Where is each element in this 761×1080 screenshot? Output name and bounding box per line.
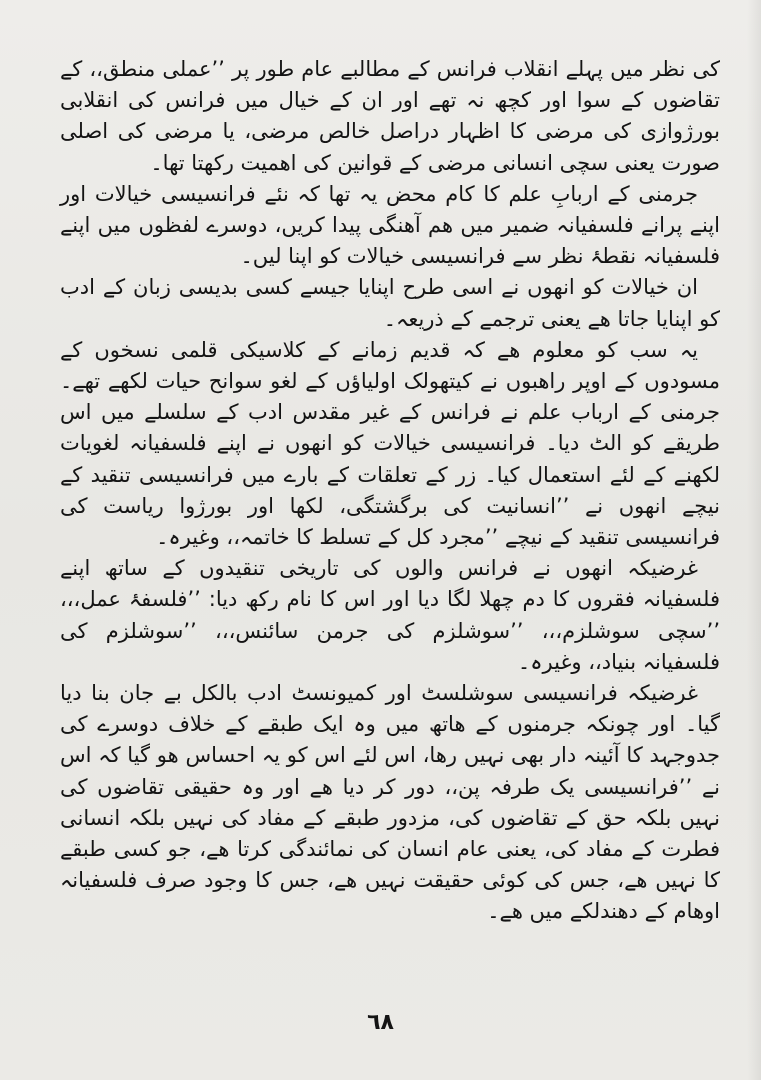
page-number: ٦٨ <box>367 1010 394 1035</box>
page-edge-shadow <box>747 0 761 1080</box>
paragraph-4: یہ سب کو معلوم ھے کہ قدیم زمانے کے کلاسیکی قلمی نسخوں کے مسودوں کے اوپر راھبوں نے کیتھولک اولیاؤں کے لغو سوانح حیات لکھے تھے۔ جرمنی کے ارباب علم نے فرانس کے غیر مقدس ادب کے سلسلے میں اس طریقے کو الٹ دیا۔ فرانسیسی خیالات کو انھوں نے اپنے فلسفیانہ لغویات لکھنے کے لئے استعمال کیا۔ زر کے تعلقات کے بارے میں فرانسیسی تنقید کے نیچے انھوں نے ’’انسانیت کی برگشتگی، لکھا اور بورژوا ریاست کی فرانسیسی تنقید کے نیچے ’’مجرد کل کے تسلط کا خاتمہ،، وغیرہ۔ <box>60 337 720 550</box>
paragraph-2: جرمنی کے اربابِ علم کا کام محض یہ تھا کہ نئے فرانسیسی خیالات اور اپنے پرانے فلسفیانہ ضمیر میں ھم آھنگی پیدا کریں، دوسرے لفظوں میں اپنے فلسفیانہ نقطۂ نظر سے فرانسیسی خیالات کو اپنا لیں۔ <box>60 181 720 269</box>
paragraph-3: ان خیالات کو انھوں نے اسی طرح اپنایا جیسے کسی بدیسی زبان کے ادب کو اپنایا جاتا ھے یعنی ترجمے کے ذریعہ۔ <box>60 275 720 331</box>
paragraph-1: کی نظر میں پہلے انقلاب فرانس کے مطالبے عام طور پر ’’عملی منطق،، کے تقاضوں کے سوا اور کچھ نہ تھے اور ان کے خیال میں فرانس کی انقلابی بورژوازی کی مرضی کا اظہار دراصل خالص مرضی، یا مرضی کی اصلی صورت یعنی سچی انسانی مرضی کے قوانین کی اھمیت رکھتا تھا۔ <box>60 57 720 175</box>
body-text <box>60 54 720 928</box>
paragraph-5: غرضیکہ انھوں نے فرانس والوں کی تاریخی تنقیدوں کے ساتھ اپنے فلسفیانہ فقروں کا دم چھلا لگا دیا اور اس کا نام رکھ دیا: ’’فلسفۂ عمل،،، ’’سچی سوشلزم،،، ’’سوشلزم کی جرمن سائنس،،، ’’سوشلزم کی فلسفیانہ بنیاد،، وغیرہ۔ <box>60 556 720 674</box>
paragraph-6: غرضیکہ فرانسیسی سوشلسٹ اور کمیونسٹ ادب بالکل بے جان بنا دیا گیا۔ اور چونکہ جرمنوں کے ھاتھ میں وہ ایک طبقے کے خلاف دوسرے کی جدوجہد کا آئینہ دار بھی نہیں رھا، اس لئے اس کو یہ احساس ھو گیا کہ اس نے ’’فرانسیسی یک طرفہ پن،، دور کر دیا ھے اور وہ حقیقی تقاضوں کی نہیں بلکہ حق کے تقاضوں کی، مزدور طبقے کے مفاد کی نہیں بلکہ انسانی فطرت کے مفاد کی، یعنی عام انسان کی نمائندگی کرتا ھے، جو کسی طبقے کا نہیں ھے، جس کی کوئی حقیقت نہیں ھے، جس کا وجود صرف فلسفیانہ اوھام کے دھندلکے میں ھے۔ <box>60 681 720 924</box>
